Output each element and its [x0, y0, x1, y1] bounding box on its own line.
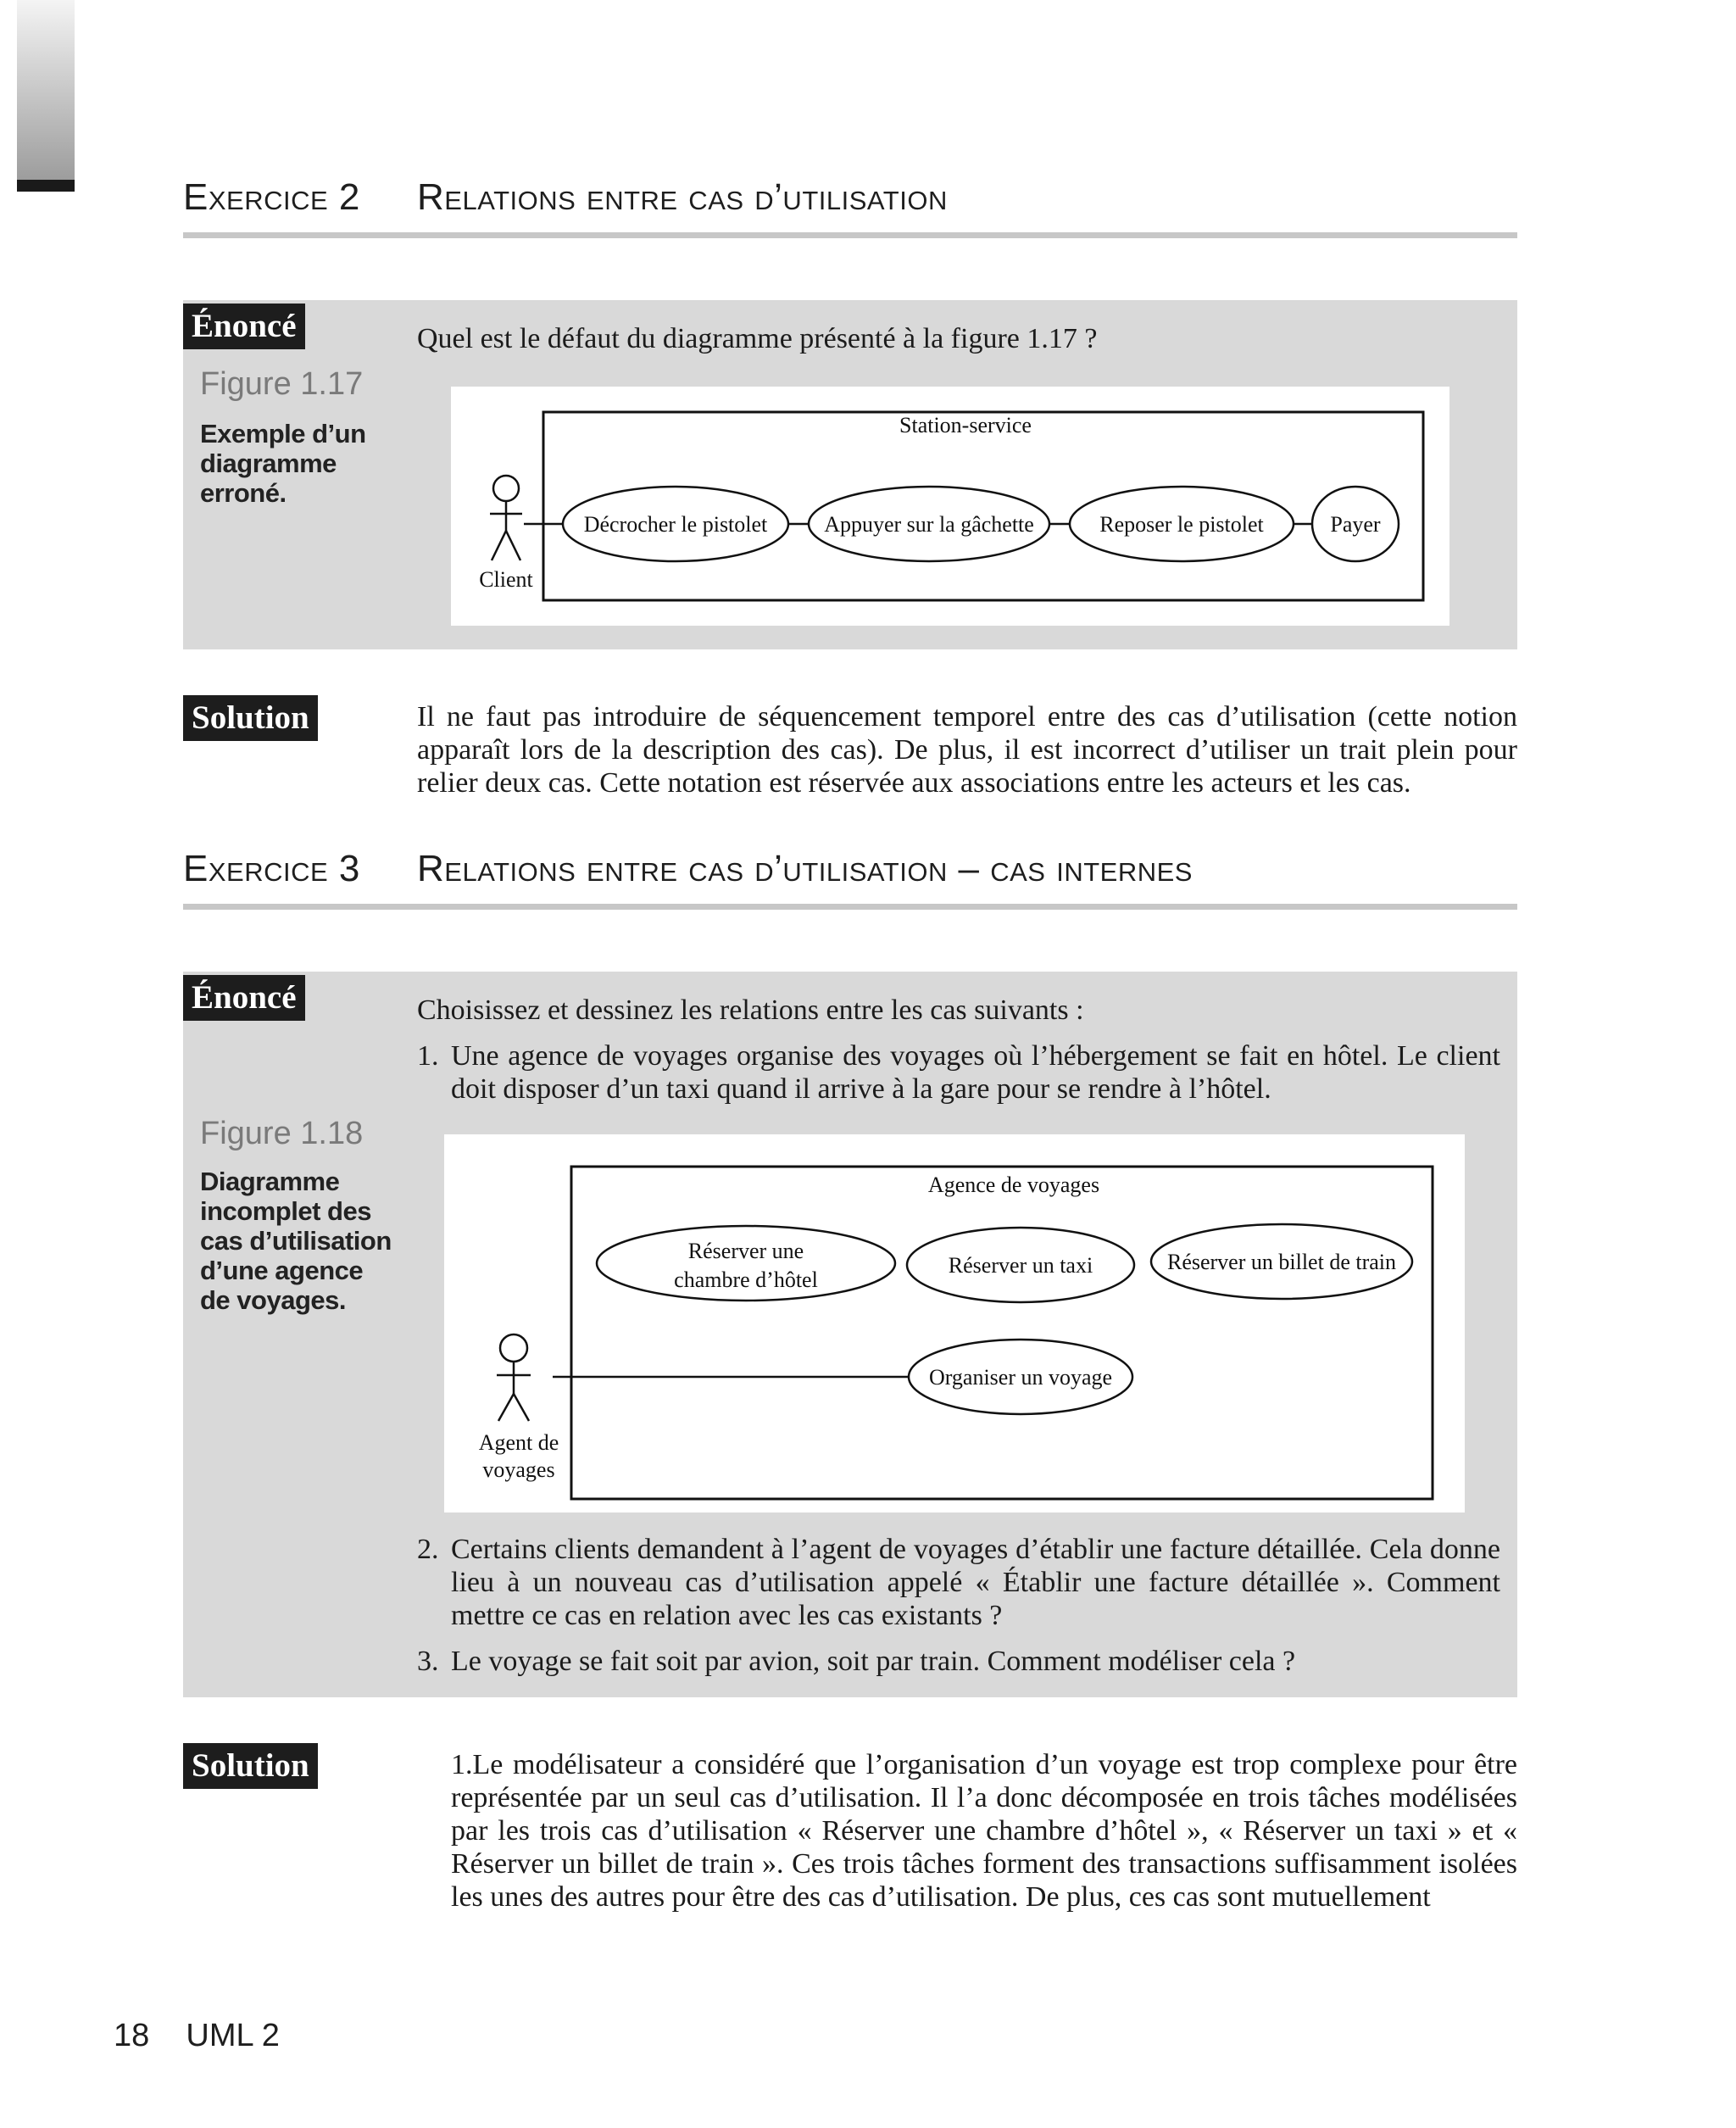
figure-caption: Exemple d’un diagramme erroné.	[200, 419, 366, 508]
list-item	[417, 1645, 1500, 1679]
exercise-2-title: Relations entre cas d’utilisation	[417, 176, 948, 218]
list-item-text: Certains clients demandent à l’agent de voyages d’établir une facture détaillée. Cela donne lieu à un nouveau cas d’utilisation appelé « Établir une facture détaillée ». Comment mettre ce cas en relation avec les cas existants ?	[451, 1534, 1500, 1631]
exercise-3-number: Exercice 3	[183, 848, 360, 889]
use-case-diagram	[451, 387, 1449, 626]
use-case-label: Appuyer sur la gâchette	[824, 512, 1034, 537]
page-footer	[114, 2018, 280, 2054]
page-number: 18	[114, 2018, 150, 2053]
use-case-label: Organiser un voyage	[928, 1365, 1113, 1390]
list-item-number: 3.	[417, 1646, 439, 1677]
figure-1-18	[444, 1134, 1465, 1512]
system-boundary	[571, 1167, 1433, 1499]
list-item-number: 1.	[417, 1040, 439, 1072]
system-name: Agence de voyages	[927, 1173, 1100, 1197]
use-case-label: chambre d’hôtel	[674, 1267, 818, 1292]
actor-stick-figure	[497, 1334, 531, 1421]
figure-1-17	[451, 387, 1449, 626]
actor-label: Client	[479, 567, 533, 592]
page-edge-tab	[17, 0, 75, 181]
actor-label-line2: voyages	[482, 1457, 555, 1482]
exercise-3-solution-text: 1.Le modélisateur a considéré que l’organisation d’un voyage est trop complexe pour être représentée par un seul cas d’utilisation. Il l’a donc décomposée en trois tâches modélisées par les trois cas d’utilisation « Réserver une chambre d’hôtel », « Réserver un taxi » et « Réserver un billet de train ». Ces trois tâches forment des transactions suffisamment isolées les unes des autres pour être des cas d’utilisation. De plus, ces cas sont mutuellement	[451, 1749, 1517, 1913]
list-item-text: Une agence de voyages organise des voyages où l’hébergement se fait en hôtel. Le client doit disposer d’un taxi quand il arrive à la gare pour se rendre à l’hôtel.	[451, 1040, 1500, 1105]
use-case-label: Décrocher le pistolet	[583, 512, 768, 537]
figure-label: Figure 1.17	[200, 366, 364, 402]
solution-tag: Solution	[183, 1743, 318, 1789]
list-item	[417, 1533, 1500, 1635]
exercise-2-number: Exercice 2	[183, 176, 360, 218]
exercise-3-rule	[183, 904, 1517, 910]
use-case-label: Réserver une	[687, 1239, 804, 1263]
use-case-label: Payer	[1330, 512, 1381, 537]
exercise-3-title: Relations entre cas d’utilisation – cas internes	[417, 848, 1193, 889]
list-item-number: 2.	[417, 1534, 439, 1565]
figure-caption: Diagramme incomplet des cas d’utilisation d’une agence de voyages.	[200, 1167, 392, 1315]
exercise-2-question: Quel est le défaut du diagramme présenté à la figure 1.17 ?	[417, 323, 1098, 354]
enonce-tag: Énoncé	[183, 975, 305, 1021]
figure-label: Figure 1.18	[200, 1116, 364, 1151]
book-title: UML 2	[186, 2018, 280, 2053]
enonce-tag: Énoncé	[183, 304, 305, 349]
list-item-text: Le voyage se fait soit par avion, soit par train. Comment modéliser cela ?	[451, 1646, 1296, 1677]
exercise-3-intro: Choisissez et dessinez les relations entre les cas suivants :	[417, 994, 1084, 1026]
exercise-2-solution-text: Il ne faut pas introduire de séquencement temporel entre des cas d’utilisation (cette notion apparaît lors de la description des cas). De plus, il est incorrect d’utiliser un trait plein pour relier deux cas. Cette notation est réservée aux associations entre les acteurs et les cas.	[417, 701, 1517, 799]
use-case-label: Réserver un billet de train	[1166, 1250, 1397, 1274]
list-item	[417, 1039, 1500, 1107]
use-case-diagram	[444, 1134, 1465, 1512]
page-edge-tab-bar	[17, 180, 75, 192]
actor-label-line1: Agent de	[478, 1430, 559, 1455]
solution-tag: Solution	[183, 695, 318, 741]
use-case-label: Reposer le pistolet	[1099, 512, 1264, 537]
exercise-2-rule	[183, 232, 1517, 238]
actor-stick-figure	[490, 476, 522, 560]
system-name: Station-service	[899, 413, 1032, 437]
use-case-label: Réserver un taxi	[948, 1253, 1093, 1278]
